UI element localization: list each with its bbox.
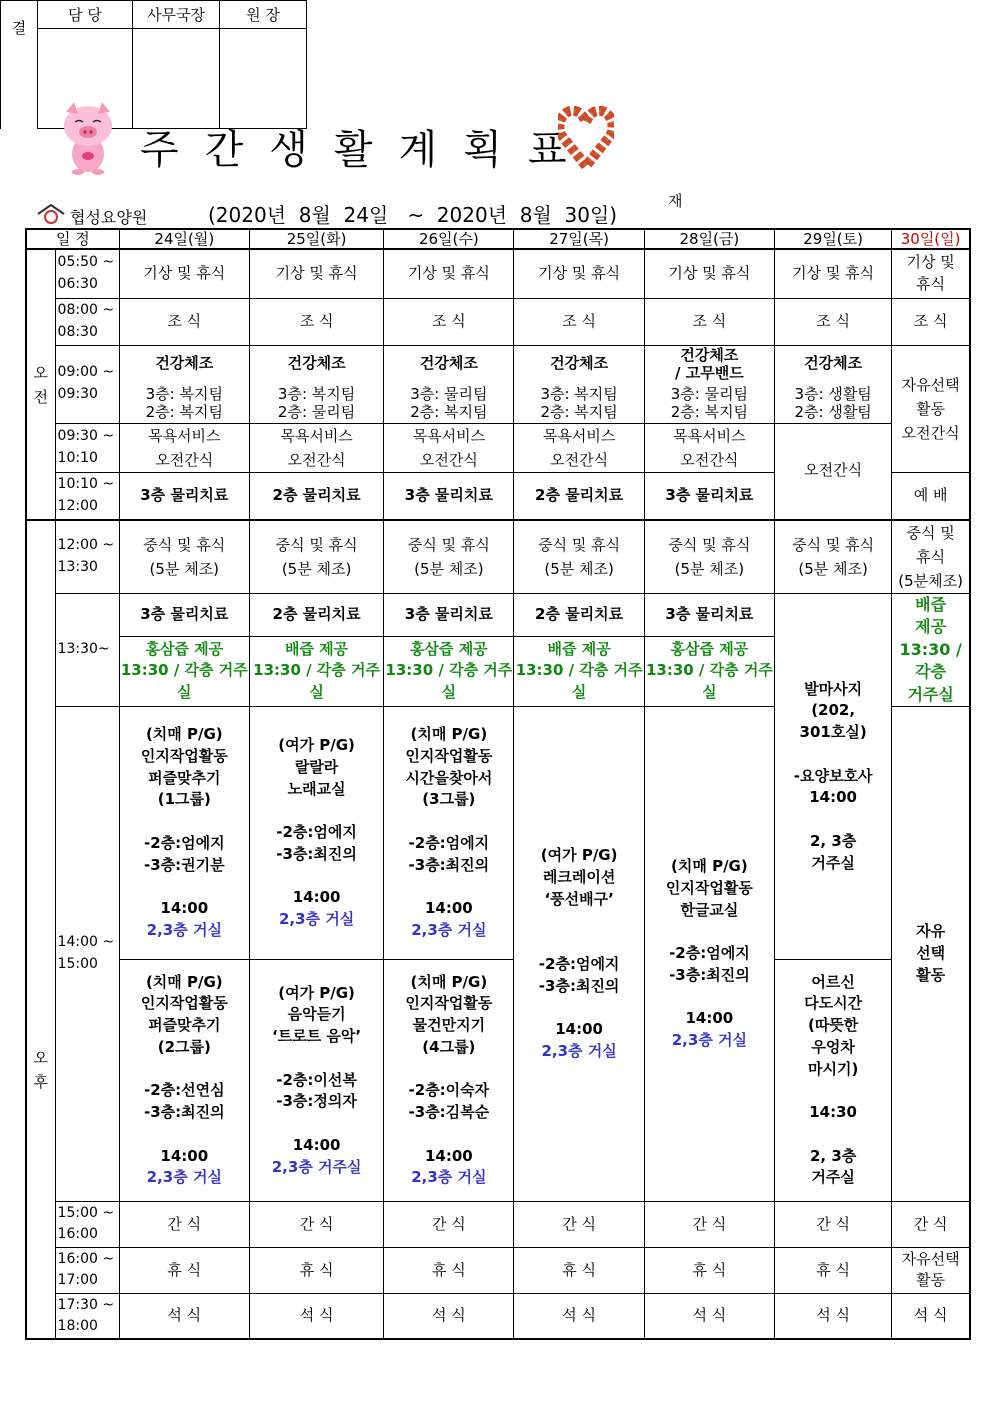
program-place: 2,3층 거실 <box>146 1168 222 1187</box>
lunch-cell: 중식 및 휴식 (5분 체조) <box>644 520 774 594</box>
exercise-cell: 건강체조 <box>249 345 383 383</box>
team-cell: 3층: 복지팀 2층: 복지팀 <box>119 383 249 423</box>
team-cell: 3층: 복지팀 2층: 물리팀 <box>249 383 383 423</box>
time-cell: 09:00 ~ 09:30 <box>55 345 119 423</box>
row-wake <box>26 249 970 298</box>
rest-cell: 자유선택 활동 <box>892 1247 970 1293</box>
program-text: (여가 P/G) 레크레이션 ‘풍선배구’ -2층:엄에지 -3층:최진의 14:00 <box>538 846 620 1039</box>
day-header: 24일(월) <box>119 229 249 249</box>
program-place: 2,3층 거실 <box>671 1031 748 1050</box>
header-row <box>26 229 970 249</box>
pt-cell: 2층 물리치료 <box>249 472 383 520</box>
team-cell: 3층: 복지팀 2층: 복지팀 <box>514 383 644 423</box>
juice-cell: 배즙 제공 13:30 / 각층 거주실 <box>514 636 644 706</box>
day-header: 25일(화) <box>249 229 383 249</box>
program-text: (여가 P/G) 랄랄라 노래교실 -2층:엄에지 -3층:최진의 14:00 <box>276 736 357 907</box>
program-place: 2,3층 거실 <box>541 1041 617 1060</box>
row-rest <box>26 1247 970 1293</box>
rest-cell: 휴 식 <box>249 1247 383 1293</box>
rest-cell: 휴 식 <box>119 1247 249 1293</box>
day-header: 28일(금) <box>644 229 774 249</box>
program-cell <box>384 706 514 959</box>
lunch-cell: 중식 및 휴식 (5분 체조) <box>119 520 249 594</box>
breakfast-cell: 조 식 <box>892 298 970 345</box>
rest-cell: 휴 식 <box>644 1247 774 1293</box>
program-cell <box>644 706 774 1201</box>
sunday-juice-cell: 배즙 제공 13:30 / 각층 거주실 <box>892 594 970 707</box>
program-place: 2,3층 거실 <box>411 920 487 939</box>
program-text: (치매 P/G) 인지작업활동 시간을찾아서 (3그룹) -2층:엄에지 -3층:최진의 14:00 <box>405 725 493 918</box>
time-cell: 12:00 ~ 13:30 <box>55 520 119 594</box>
exercise-cell: 건강체조 <box>119 345 249 383</box>
time-cell: 16:00 ~ 17:00 <box>55 1247 119 1293</box>
approval-label-bottom: 재 <box>668 192 683 210</box>
row-snack <box>26 1201 970 1247</box>
row-bath <box>26 423 970 472</box>
pt-cell: 2층 물리치료 <box>514 594 644 637</box>
exercise-cell: 건강체조 <box>514 345 644 383</box>
sunday-morning-cell: 자유선택 활동 오전간식 <box>892 345 970 472</box>
juice-cell: 홍삼즙 제공 13:30 / 각층 거주실 <box>119 636 249 706</box>
program-place: 2,3층 거실 <box>411 1168 487 1187</box>
schedule-period: (2020년 8월 24일 ~ 2020년 8월 30일) <box>208 203 618 227</box>
team-cell: 3층: 물리팀 2층: 복지팀 <box>384 383 514 423</box>
saturday-snack-cell: 오전간식 <box>775 423 892 520</box>
bath-cell: 목욕서비스 오전간식 <box>119 423 249 472</box>
time-cell: 05:50 ~ 06:30 <box>55 249 119 298</box>
snack-cell: 간 식 <box>644 1201 774 1247</box>
lunch-cell: 중식 및 휴식 (5분 체조) <box>384 520 514 594</box>
program-text: (치매 P/G) 인지작업활동 한글교실 -2층:엄에지 -3층:최진의 14:00 <box>665 857 753 1028</box>
breakfast-cell: 조 식 <box>644 298 774 345</box>
breakfast-cell: 조 식 <box>775 298 892 345</box>
exercise-cell: 건강체조 / 고무밴드 <box>644 345 774 383</box>
program-place: 2,3층 거주실 <box>271 1157 362 1176</box>
lunch-cell: 중식 및 휴식 (5분 체조) <box>775 520 892 594</box>
juice-cell: 배즙 제공 13:30 / 각층 거주실 <box>249 636 383 706</box>
flower-heart-icon <box>558 106 614 170</box>
row-program-2 <box>26 959 970 1201</box>
time-cell: 14:00 ~ 15:00 <box>55 706 119 1201</box>
rest-cell: 휴 식 <box>514 1247 644 1293</box>
wake-cell: 기상 및 휴식 <box>384 249 514 298</box>
program-text: (치매 P/G) 인지작업활동 퍼즐맞추기 (1그룹) -2층:엄에지 -3층:권기분 14:00 <box>140 725 228 918</box>
dinner-cell: 석 식 <box>249 1293 383 1339</box>
wake-cell: 기상 및 휴식 <box>892 249 970 298</box>
time-cell: 10:10 ~ 12:00 <box>55 472 119 520</box>
row-dinner <box>26 1293 970 1339</box>
program-cell <box>119 706 249 959</box>
pt-cell: 3층 물리치료 <box>644 472 774 520</box>
lunch-cell: 중식 및 휴식 (5분 체조) <box>514 520 644 594</box>
bath-cell: 목욕서비스 오전간식 <box>249 423 383 472</box>
snack-cell: 간 식 <box>775 1201 892 1247</box>
am-label: 오 전 <box>26 249 55 520</box>
program-place: 2,3층 거실 <box>146 920 222 939</box>
time-cell: 09:30 ~ 10:10 <box>55 423 119 472</box>
row-lunch <box>26 520 970 594</box>
breakfast-cell: 조 식 <box>384 298 514 345</box>
time-cell: 17:30 ~ 18:00 <box>55 1293 119 1339</box>
approval-role-staff: 담 당 <box>38 1 133 29</box>
pm-label: 오 후 <box>26 520 55 1339</box>
juice-cell: 홍삼즙 제공 13:30 / 각층 거주실 <box>644 636 774 706</box>
bath-cell: 목욕서비스 오전간식 <box>514 423 644 472</box>
row-breakfast <box>26 298 970 345</box>
bath-cell: 목욕서비스 오전간식 <box>384 423 514 472</box>
snack-cell: 간 식 <box>119 1201 249 1247</box>
row-exercise <box>26 345 970 383</box>
snack-cell: 간 식 <box>249 1201 383 1247</box>
pt-cell: 2층 물리치료 <box>249 594 383 637</box>
dinner-cell: 석 식 <box>892 1293 970 1339</box>
approval-box <box>0 0 307 129</box>
program-cell <box>249 959 383 1201</box>
program-place: 2,3층 거실 <box>278 910 355 929</box>
program-cell <box>514 706 644 1201</box>
wake-cell: 기상 및 휴식 <box>644 249 774 298</box>
program-cell <box>249 706 383 959</box>
pt-cell: 3층 물리치료 <box>119 594 249 637</box>
day-header: 27일(목) <box>514 229 644 249</box>
juice-cell: 홍삼즙 제공 13:30 / 각층 거주실 <box>384 636 514 706</box>
dinner-cell: 석 식 <box>775 1293 892 1339</box>
program-text: (치매 P/G) 인지작업활동 물건만지기 (4그룹) -2층:이숙자 -3층:김복순 14:00 <box>405 972 493 1165</box>
day-header: 26일(수) <box>384 229 514 249</box>
program-text: (여가 P/G) 음악듣기 ‘트로트 음악’ -2층:이선복 -3층:정의자 14:00 <box>272 983 362 1154</box>
dinner-cell: 석 식 <box>384 1293 514 1339</box>
approval-sign-secretary[interactable] <box>133 29 220 129</box>
saturday-tea-cell: 어르신 다도시간 (따뜻한 우엉차 마시기) 14:30 2, 3층 거주실 <box>775 959 892 1201</box>
exercise-cell: 건강체조 <box>384 345 514 383</box>
approval-sign-director[interactable] <box>220 29 307 129</box>
lunch-cell: 중식 및 휴식 (5분체조) <box>892 520 970 594</box>
org-name <box>36 203 147 229</box>
page-title: 주간생활계획표 <box>140 127 593 173</box>
wake-cell: 기상 및 휴식 <box>775 249 892 298</box>
pt-cell: 3층 물리치료 <box>644 594 774 637</box>
wake-cell: 기상 및 휴식 <box>119 249 249 298</box>
day-header: 29일(토) <box>775 229 892 249</box>
dinner-cell: 석 식 <box>119 1293 249 1339</box>
weekly-schedule-table <box>25 228 971 1340</box>
lunch-cell: 중식 및 휴식 (5분 체조) <box>249 520 383 594</box>
team-cell: 3층: 생활팀 2층: 생활팀 <box>775 383 892 423</box>
pig-mascot-icon <box>56 98 120 176</box>
snack-cell: 간 식 <box>384 1201 514 1247</box>
team-cell: 3층: 물리팀 2층: 복지팀 <box>644 383 774 423</box>
wake-cell: 기상 및 휴식 <box>249 249 383 298</box>
pt-cell: 3층 물리치료 <box>384 594 514 637</box>
pt-cell: 3층 물리치료 <box>119 472 249 520</box>
time-cell: 15:00 ~ 16:00 <box>55 1201 119 1247</box>
approval-label-top: 결 <box>1 1 38 129</box>
row-pt-pm <box>26 594 970 637</box>
dinner-cell: 석 식 <box>644 1293 774 1339</box>
approval-role-secretary: 사무국장 <box>133 1 220 29</box>
program-cell <box>119 959 249 1201</box>
home-logo-icon <box>36 203 66 229</box>
breakfast-cell: 조 식 <box>119 298 249 345</box>
row-teams <box>26 383 970 423</box>
org-label: 협성요양원 <box>70 207 148 227</box>
breakfast-cell: 조 식 <box>249 298 383 345</box>
snack-cell: 간 식 <box>892 1201 970 1247</box>
bath-cell: 목욕서비스 오전간식 <box>644 423 774 472</box>
pt-cell: 3층 물리치료 <box>384 472 514 520</box>
dinner-cell: 석 식 <box>514 1293 644 1339</box>
breakfast-cell: 조 식 <box>514 298 644 345</box>
wake-cell: 기상 및 휴식 <box>514 249 644 298</box>
program-text: (치매 P/G) 인지작업활동 퍼즐맞추기 (2그룹) -2층:선연심 -3층:최진의 14:00 <box>140 972 228 1165</box>
schedule-label: 일 정 <box>26 229 119 249</box>
sunday-free-activity-cell: 자유 선택 활동 <box>892 706 970 1201</box>
pt-cell: 2층 물리치료 <box>514 472 644 520</box>
exercise-cell: 건강체조 <box>775 345 892 383</box>
sunday-worship-cell: 예 배 <box>892 472 970 520</box>
rest-cell: 휴 식 <box>384 1247 514 1293</box>
day-header-sunday: 30일(일) <box>892 229 970 249</box>
time-cell: 13:30~ <box>55 594 119 707</box>
saturday-foot-massage-cell: 발마사지 (202, 301호실) -요양보호사 14:00 2, 3층 거주실 <box>775 594 892 960</box>
time-cell: 08:00 ~ 08:30 <box>55 298 119 345</box>
approval-role-director: 원 장 <box>220 1 307 29</box>
snack-cell: 간 식 <box>514 1201 644 1247</box>
rest-cell: 휴 식 <box>775 1247 892 1293</box>
program-cell <box>384 959 514 1201</box>
